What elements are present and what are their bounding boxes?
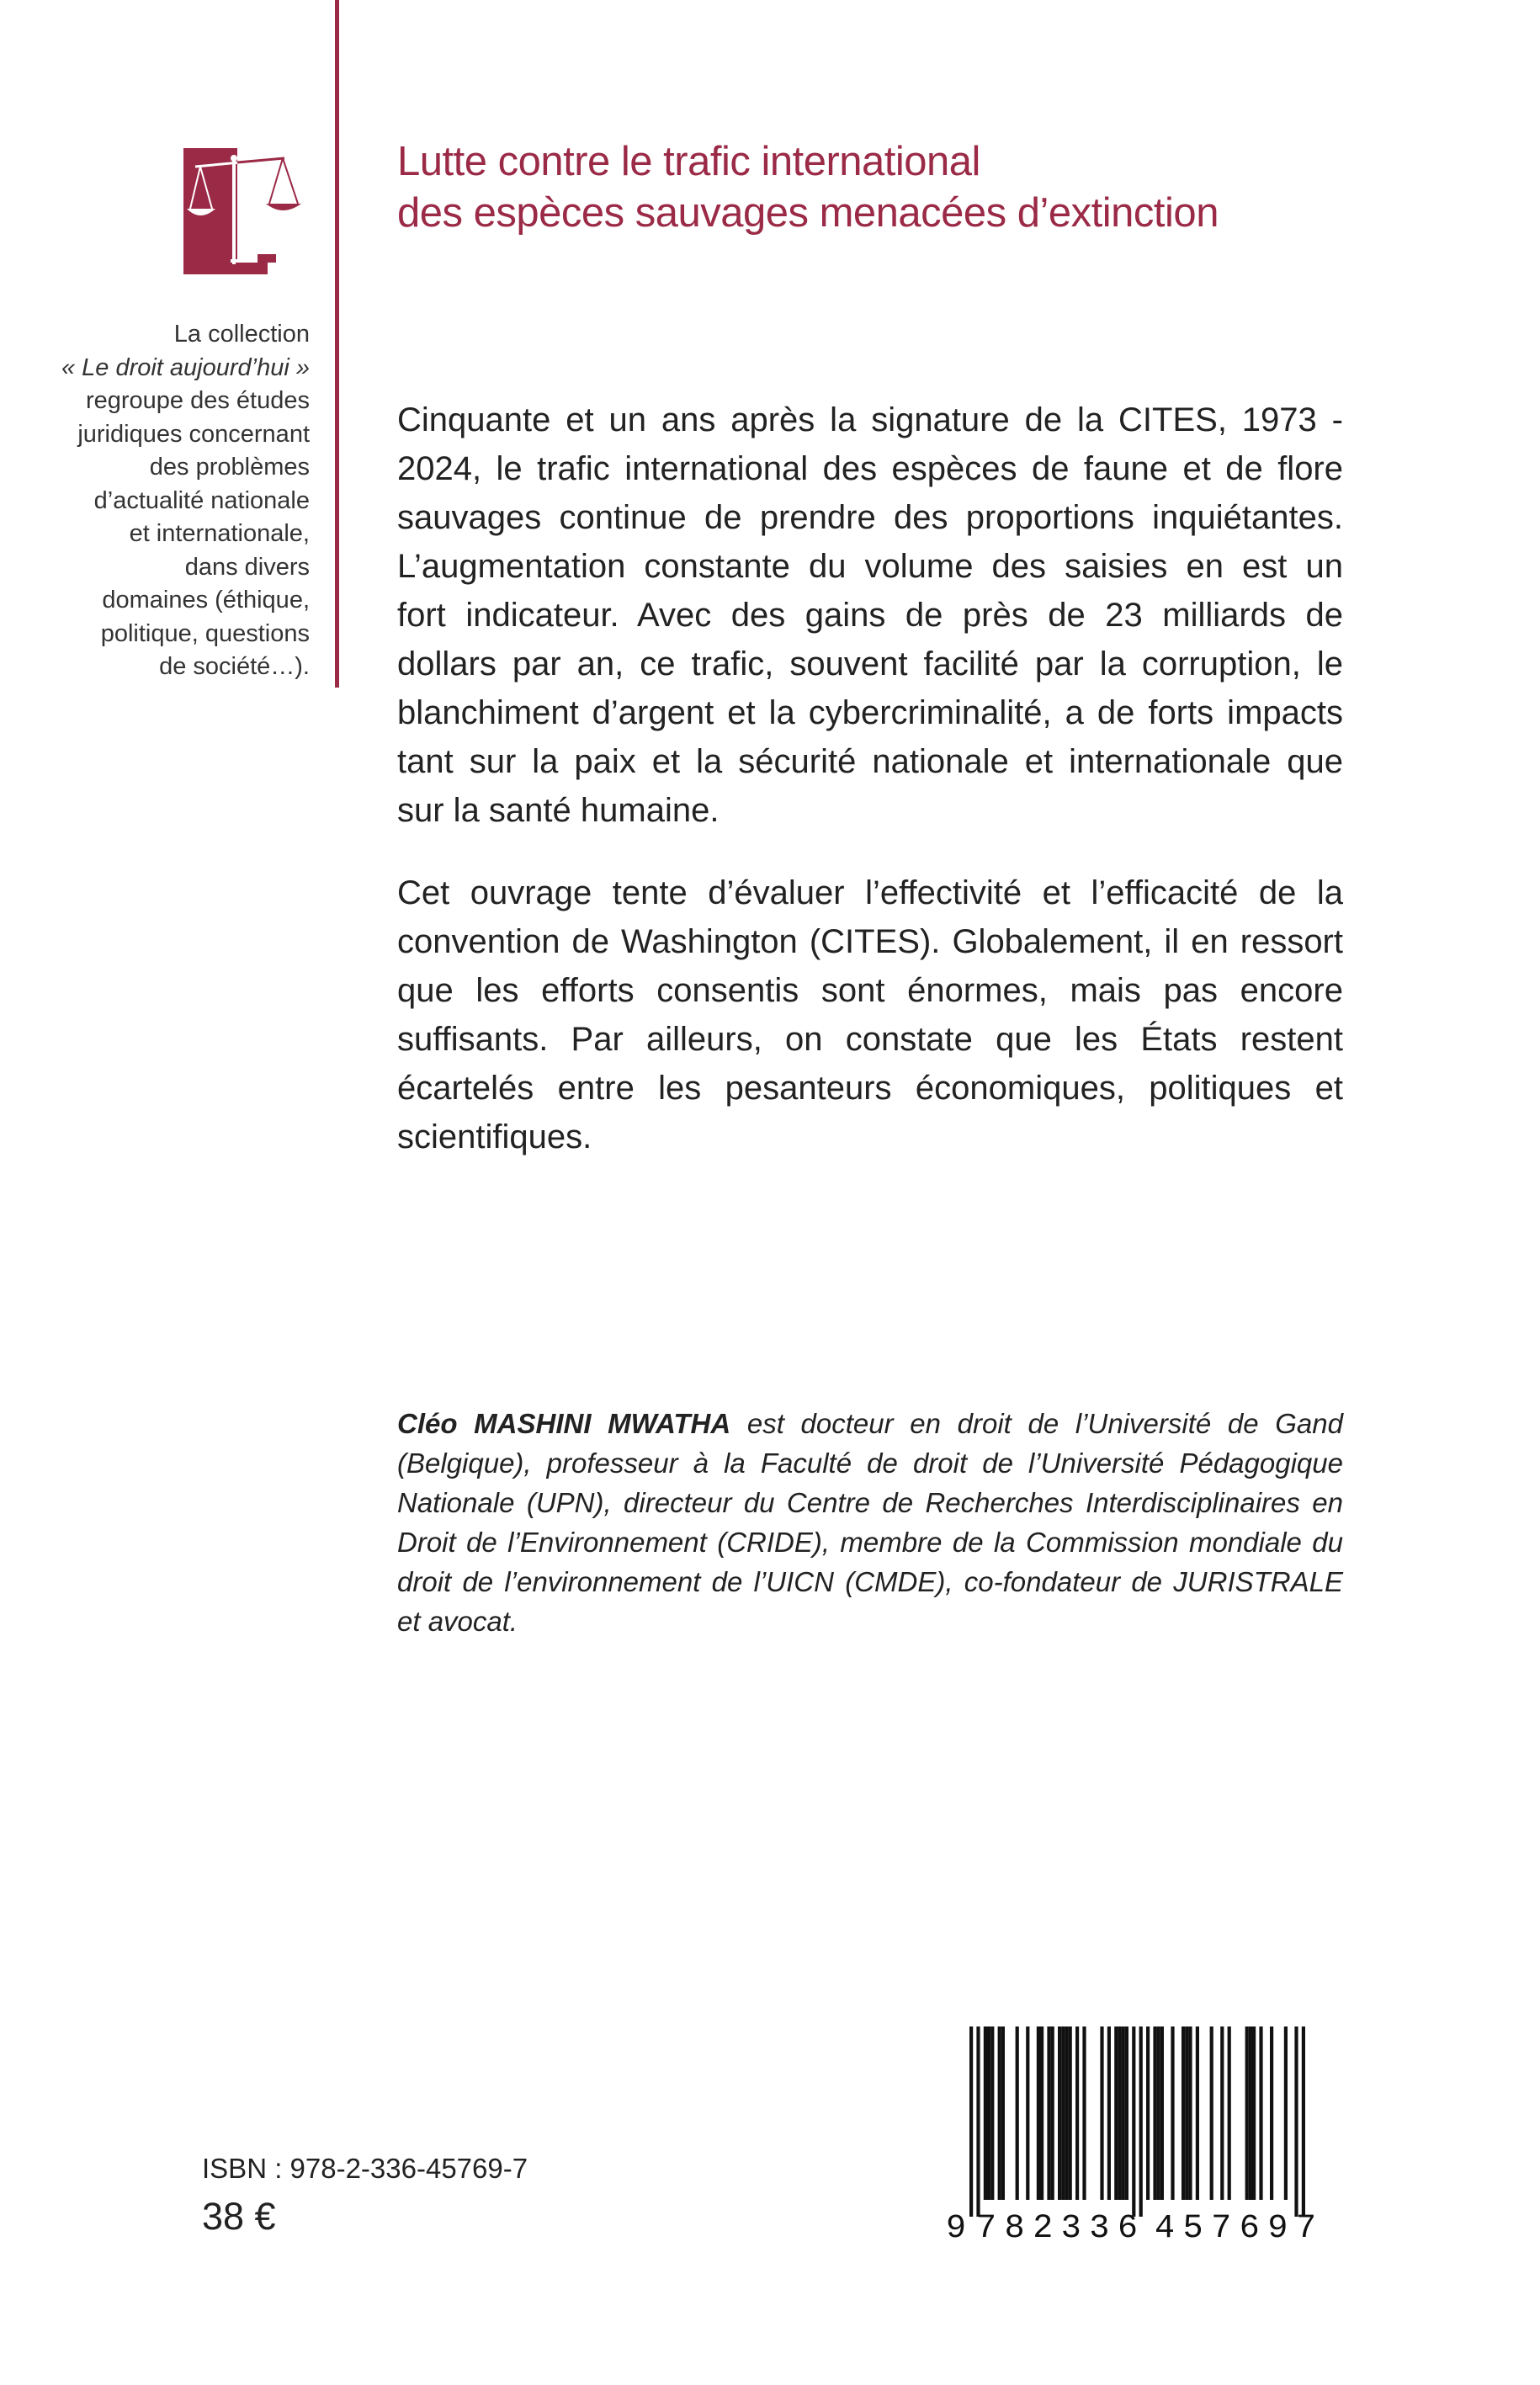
paragraph-line: sauvages continue de prendre des proportions inquiétantes.: [397, 499, 1343, 536]
barcode-bar: [1040, 2026, 1043, 2200]
barcode-bar: [1001, 2026, 1005, 2200]
barcode-bar: [1153, 2026, 1156, 2200]
paragraph-line: 2024, le trafic international des espèces de faune et de flore: [397, 450, 1343, 487]
barcode-bar: [976, 2026, 980, 2217]
barcode-bar: [1114, 2026, 1118, 2200]
barcode-bar: [1171, 2026, 1174, 2200]
paragraph-line: que les efforts consentis sont énormes, mais pas encore: [397, 972, 1343, 1009]
barcode-bar: [1185, 2026, 1188, 2200]
barcode-bar: [1284, 2026, 1288, 2200]
book-description: [397, 396, 1343, 1161]
title-line-1: Lutte contre le trafic international: [397, 139, 980, 184]
barcode-bar: [1107, 2026, 1111, 2200]
title-line-2: des espèces sauvages menacées d’extinction: [397, 190, 1219, 236]
barcode-bar: [1188, 2026, 1192, 2200]
barcode-bar: [1125, 2026, 1128, 2200]
accent-vertical-rule: [335, 0, 339, 688]
barcode-bar: [1249, 2026, 1252, 2200]
paragraph-line: sur la santé humaine.: [397, 792, 720, 829]
barcode-bar: [1146, 2026, 1150, 2200]
barcode-bar: [1220, 2026, 1224, 2200]
barcode-bar: [1245, 2026, 1249, 2200]
collection-line: dans divers: [184, 553, 310, 581]
paragraph-line: suffisants. Par ailleurs, on constate que les États restent: [397, 1021, 1343, 1058]
book-title: [397, 136, 1491, 239]
bio-line: Nationale (UPN), directeur du Centre de Recherches Interdisciplinaires en: [397, 1487, 1343, 1518]
barcode-left-group: 782336: [976, 2210, 1138, 2242]
paragraph-line: L’augmentation constante du volume des saisies en est un: [397, 548, 1343, 585]
collection-line: juridiques concernant: [77, 420, 310, 448]
collection-line: des problèmes: [149, 454, 310, 481]
paragraph-line: Cet ouvrage tente d’évaluer l’effectivité et l’efficacité de la: [397, 874, 1343, 911]
author-name: Cléo MASHINI MWATHA: [397, 1408, 731, 1439]
bio-line: (Belgique), professeur à la Faculté de droit de l’Université Pédagogique: [397, 1447, 1343, 1479]
bio-line: droit de l’environnement de l’UICN (CMDE), co-fondateur de JURISTRALE: [397, 1566, 1343, 1597]
paragraph-line: écartelés entre les pesanteurs économiques, politiques et: [397, 1070, 1343, 1107]
barcode-bar: [1294, 2026, 1298, 2217]
barcode-bar: [1228, 2026, 1231, 2200]
bio-line: Droit de l’Environnement (CRIDE), membre de la Commission mondiale du: [397, 1527, 1343, 1558]
barcode-bar: [1157, 2026, 1160, 2200]
barcode-bar: [1210, 2026, 1213, 2200]
barcode-bar: [1016, 2026, 1019, 2200]
barcode-right-group: 457697: [1155, 2210, 1316, 2242]
collection-line: La collection: [173, 321, 310, 348]
barcode-bar: [1196, 2026, 1199, 2200]
barcode-bar: [1037, 2026, 1040, 2200]
paragraph-line: dollars par an, ce trafic, souvent facilité par la corruption, le: [397, 645, 1343, 683]
barcode-first-digit: 9: [946, 2210, 967, 2242]
barcode-bar: [1026, 2026, 1029, 2200]
author-bio: [397, 1404, 1343, 1641]
paragraph-line: blanchiment d’argent et la cybercriminalité, a de forts impacts: [397, 694, 1343, 731]
barcode-bar: [990, 2026, 994, 2200]
barcode-bar: [1270, 2026, 1273, 2200]
barcode-bar: [1100, 2026, 1103, 2200]
collection-line: « Le droit aujourd’hui »: [61, 353, 310, 381]
description-paragraph-2: [397, 868, 1343, 1161]
collection-line: politique, questions: [100, 619, 310, 647]
barcode-bar: [1061, 2026, 1065, 2200]
barcode-bar: [1132, 2026, 1135, 2217]
barcode-bar: [969, 2026, 973, 2217]
barcode-bar: [1252, 2026, 1256, 2200]
barcode-bar: [1182, 2026, 1185, 2200]
bio-first-line-rest: est docteur en droit de l’Université de Gand: [730, 1408, 1343, 1439]
barcode-bar: [1058, 2026, 1061, 2200]
barcode-bar: [1075, 2026, 1079, 2200]
paragraph-line: Cinquante et un ans après la signature de la CITES, 1973 -: [397, 401, 1343, 438]
collection-line: d’actualité nationale: [93, 486, 310, 514]
paragraph-line: convention de Washington (CITES). Globalement, il en ressort: [397, 923, 1343, 960]
price: 38 €: [202, 2195, 276, 2238]
paragraph-line: fort indicateur. Avec des gains de près de 23 milliards de: [397, 597, 1343, 634]
collection-line: domaines (éthique,: [102, 587, 310, 614]
barcode-bar: [1047, 2026, 1050, 2200]
bio-line: [397, 1404, 1343, 1443]
barcode-bar: [1160, 2026, 1164, 2200]
isbn: ISBN : 978-2-336-45769-7: [202, 2153, 528, 2184]
collection-line: et internationale,: [129, 520, 310, 547]
barcode-bar: [1051, 2026, 1054, 2200]
barcode-bar: [1259, 2026, 1262, 2200]
collection-line: de société…).: [159, 653, 310, 680]
barcode-bar: [1082, 2026, 1086, 2200]
collection-line: regroupe des études: [85, 387, 310, 414]
barcode-bar: [987, 2026, 990, 2200]
paragraph-line: tant sur la paix et la sécurité nationale et internationale que: [397, 743, 1343, 780]
barcode-bar: [1069, 2026, 1072, 2200]
barcode-bar: [984, 2026, 987, 2200]
description-paragraph-1: [397, 396, 1343, 835]
bio-line: et avocat.: [397, 1606, 518, 1637]
collection-blurb: [25, 318, 310, 684]
barcode-bar: [998, 2026, 1001, 2200]
barcode: [941, 2023, 1343, 2242]
scales-of-justice-icon: [183, 148, 311, 276]
paragraph-line: scientifiques.: [397, 1118, 592, 1155]
barcode-bar: [1122, 2026, 1125, 2200]
barcode-bar: [1118, 2026, 1121, 2200]
barcode-bar: [1139, 2026, 1143, 2217]
barcode-bar: [1065, 2026, 1068, 2200]
barcode-bar: [1302, 2026, 1305, 2217]
